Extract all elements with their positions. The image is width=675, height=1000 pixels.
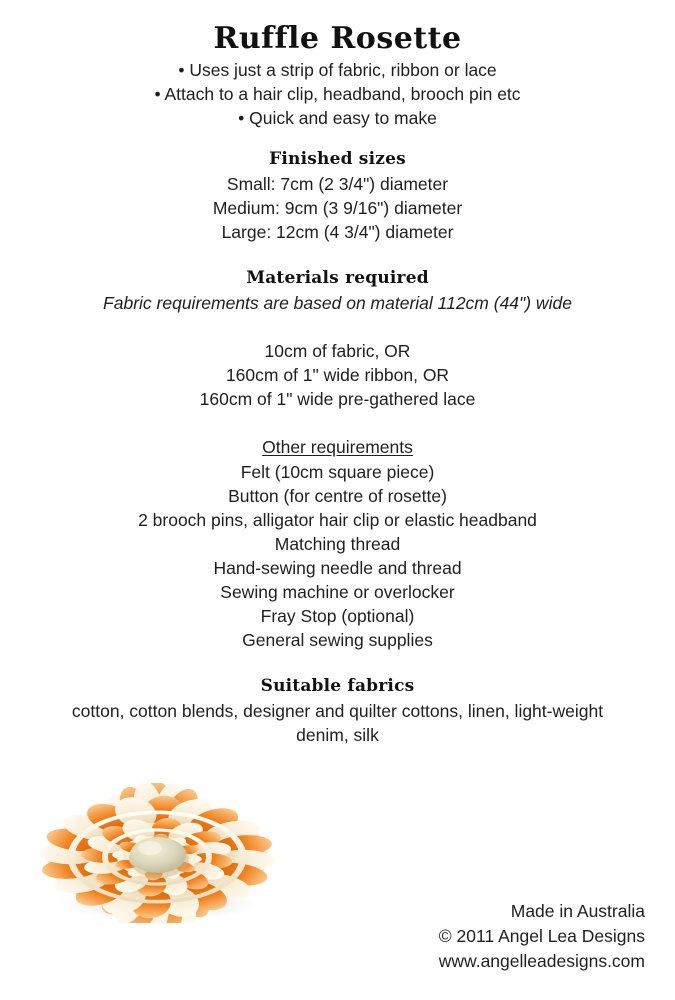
list-item: General sewing supplies — [242, 630, 433, 650]
list-item: Button (for centre of rosette) — [228, 486, 447, 506]
page-title: Ruffle Rosette — [213, 21, 462, 56]
list-item: 2 brooch pins, alligator hair clip or elastic headband — [138, 510, 537, 530]
footer — [439, 899, 645, 974]
list-item: Fray Stop (optional) — [260, 606, 415, 626]
materials-subtitle-block — [0, 291, 675, 315]
footer-website[interactable]: www.angelleadesigns.com — [438, 951, 645, 971]
list-item: • Uses just a strip of fabric, ribbon or lace — [178, 60, 497, 80]
list-item: denim, silk — [296, 725, 379, 745]
materials-list — [0, 315, 675, 411]
list-item: Felt (10cm square piece) — [240, 462, 435, 482]
list-item: • Attach to a hair clip, headband, brooch pin etc — [154, 84, 521, 104]
finished-sizes-list — [0, 172, 675, 244]
list-item: 160cm of 1" wide ribbon, OR — [225, 365, 450, 385]
list-item: Sewing machine or overlocker — [220, 582, 455, 602]
footer-made-in: Made in Australia — [510, 901, 645, 921]
section-heading-finished-sizes: Finished sizes — [269, 149, 406, 169]
rosette-illustration — [33, 783, 283, 923]
list-item: Small: 7cm (2 3/4") diameter — [226, 174, 449, 194]
list-item: Hand-sewing needle and thread — [213, 558, 462, 578]
product-photo-ruffle-rosette — [33, 783, 283, 923]
list-item: cotton, cotton blends, designer and quilter cottons, linen, light-weight — [71, 701, 604, 721]
blank-line-spacer — [0, 315, 675, 339]
list-item: 160cm of 1" wide pre-gathered lace — [199, 389, 476, 409]
section-heading-suitable-fabrics: Suitable fabrics — [260, 676, 415, 696]
materials-subtitle: Fabric requirements are based on material 112cm (44") wide — [103, 293, 572, 313]
list-item: Large: 12cm (4 3/4") diameter — [221, 222, 454, 242]
list-item: Matching thread — [274, 534, 401, 554]
intro-bullet-list — [0, 58, 675, 130]
list-item: Medium: 9cm (3 9/16") diameter — [212, 198, 463, 218]
footer-copyright: © 2011 Angel Lea Designs — [438, 926, 645, 946]
list-item: • Quick and easy to make — [238, 108, 437, 128]
list-item: 10cm of fabric, OR — [264, 341, 411, 361]
other-requirements-heading-block — [0, 435, 675, 459]
section-heading-materials-required: Materials required — [246, 268, 429, 288]
suitable-fabrics-list — [0, 699, 675, 747]
section-heading-other-requirements: Other requirements — [262, 437, 413, 457]
other-requirements-list — [0, 460, 675, 652]
